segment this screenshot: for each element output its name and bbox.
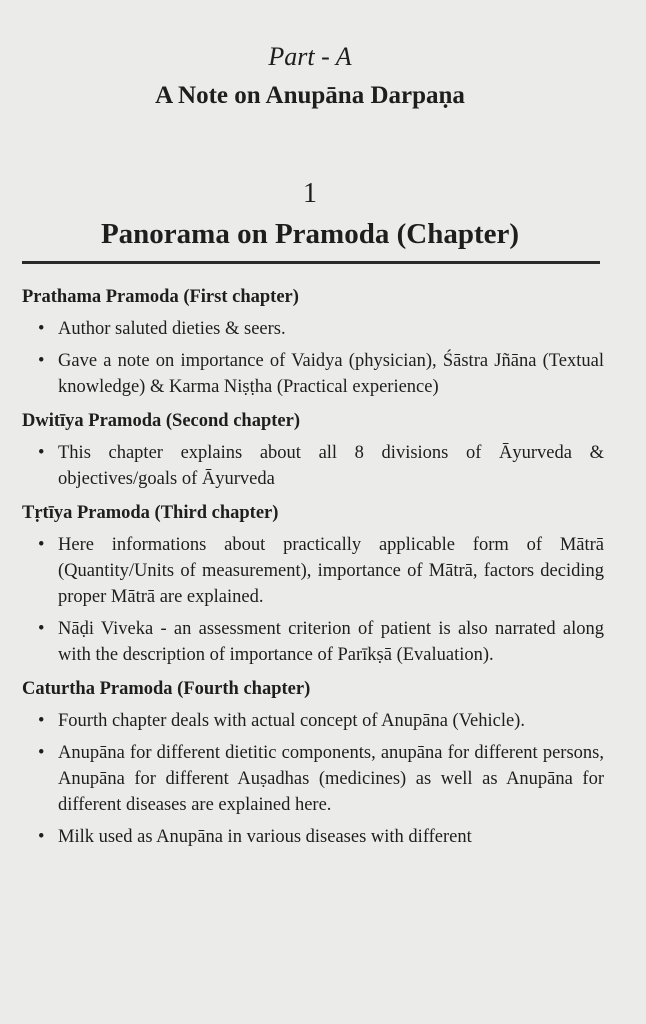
- list-item: • Milk used as Anupāna in various diseases with different: [58, 824, 604, 850]
- list-item: • Fourth chapter deals with actual concept of Anupāna (Vehicle).: [58, 708, 604, 734]
- bullet-list: [22, 532, 604, 668]
- list-item: • This chapter explains about all 8 divisions of Āyurveda & objectives/goals of Āyurveda: [58, 440, 604, 492]
- section-heading: Tṛtīya Pramoda (Third chapter): [22, 503, 279, 523]
- list-item: • Author saluted dieties & seers.: [58, 316, 604, 342]
- list-item: • Anupāna for different dietitic components, anupāna for different persons, Anupāna for different Auṣadhas (medicines) as well as Anupāna for different diseases are explained here.: [58, 740, 604, 818]
- chapter-content: [22, 284, 604, 858]
- section-prathama: [22, 284, 604, 400]
- section-heading: Caturtha Pramoda (Fourth chapter): [22, 679, 311, 699]
- section-caturtha: [22, 676, 604, 850]
- bullet-list: [22, 440, 604, 492]
- section-dwitiya: [22, 408, 604, 492]
- bullet-list: [22, 316, 604, 400]
- part-subtitle: A Note on Anupāna Darpaṇa: [155, 82, 465, 109]
- list-item: • Here informations about practically applicable form of Mātrā (Quantity/Units of measurement), importance of Mātrā, factors deciding proper Mātrā are explained.: [58, 532, 604, 610]
- list-item: • Gave a note on importance of Vaidya (physician), Śāstra Jñāna (Textual knowledge) & Karma Niṣṭha (Practical experience): [58, 348, 604, 400]
- section-heading: Prathama Pramoda (First chapter): [22, 287, 299, 307]
- chapter-number: 1: [303, 178, 317, 209]
- bullet-list: [22, 708, 604, 850]
- part-label: Part - A: [268, 42, 352, 71]
- section-heading: Dwitīya Pramoda (Second chapter): [22, 411, 300, 431]
- title-divider: [22, 261, 600, 264]
- chapter-title: Panorama on Pramoda (Chapter): [100, 218, 520, 250]
- list-item: • Nāḍi Viveka - an assessment criterion of patient is also narrated along with the description of importance of Parīkṣā (Evaluation).: [58, 616, 604, 668]
- section-trtiya: [22, 500, 604, 668]
